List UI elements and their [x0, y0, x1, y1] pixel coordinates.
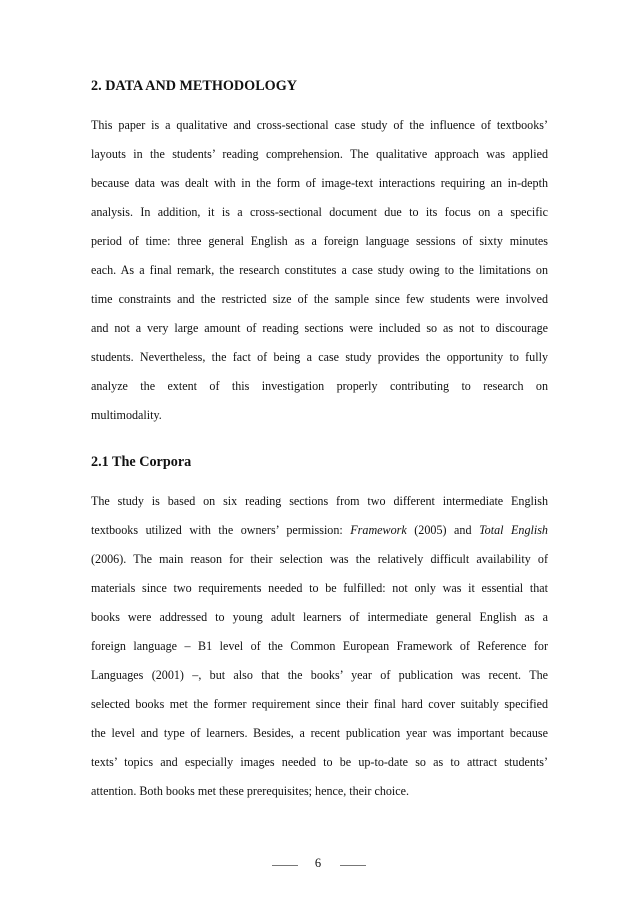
page-footer — [0, 856, 638, 876]
paragraph-line: This paper is a qualitative and cross-sectional case study of the influence of textbooks’ — [91, 118, 548, 132]
paragraph-line: attention. Both books met these prerequisites; hence, their choice. — [91, 784, 410, 798]
book-title-framework: Framework — [350, 523, 407, 537]
paragraph-line: time constraints and the restricted size of the sample since few students were involved — [91, 292, 548, 306]
paragraph-line: Languages (2001) –, but also that the books’ year of publication was recent. The — [91, 668, 548, 682]
paragraph-line: and not a very large amount of reading sections were included so as not to discourage — [91, 321, 548, 335]
page-number: 6 — [314, 856, 322, 870]
line-text: textbooks utilized with the owners’ permission: — [91, 523, 351, 537]
paragraph-line: texts’ topics and especially images needed to be up-to-date so as to attract students’ — [91, 755, 548, 769]
paragraph-line: the level and type of learners. Besides, a recent publication year was important because — [91, 726, 548, 740]
footer-rule-left — [272, 865, 298, 866]
paragraph-line: analysis. In addition, it is a cross-sectional document due to its focus on a specific — [91, 205, 548, 219]
paragraph-line: The study is based on six reading sections from two different intermediate English — [91, 494, 548, 508]
section-heading-data-methodology: 2. DATA AND METHODOLOGY — [91, 78, 297, 94]
paragraph-line: multimodality. — [91, 408, 162, 422]
line-text: (2005) and — [406, 523, 480, 537]
footer-rule-right — [340, 865, 366, 866]
paragraph-line: books were addressed to young adult learners of intermediate general English as a — [91, 610, 548, 624]
paragraph-line: each. As a final remark, the research constitutes a case study owing to the limitations on — [91, 263, 548, 277]
book-title-total-english: Total English — [479, 523, 548, 537]
paragraph-line: period of time: three general English as a foreign language sessions of sixty minutes — [91, 234, 548, 248]
paragraph-line: students. Nevertheless, the fact of being a case study provides the opportunity to fully — [91, 350, 548, 364]
paragraph-line: analyze the extent of this investigation properly contributing to research on — [91, 379, 548, 393]
paragraph-line: materials since two requirements needed to be fulfilled: not only was it essential that — [91, 581, 548, 595]
paragraph-line: selected books met the former requirement since their final hard cover suitably specified — [91, 697, 548, 711]
paragraph-line: layouts in the students’ reading comprehension. The qualitative approach was applied — [91, 147, 548, 161]
paragraph-line: because data was dealt with in the form of image-text interactions requiring an in-depth — [91, 176, 548, 190]
paragraph-line-with-titles — [91, 523, 548, 538]
paragraph-line: foreign language – B1 level of the Common European Framework of Reference for — [91, 639, 548, 653]
section-heading-corpora: 2.1 The Corpora — [91, 454, 192, 470]
paragraph-line: (2006). The main reason for their selection was the relatively difficult availability of — [91, 552, 548, 566]
